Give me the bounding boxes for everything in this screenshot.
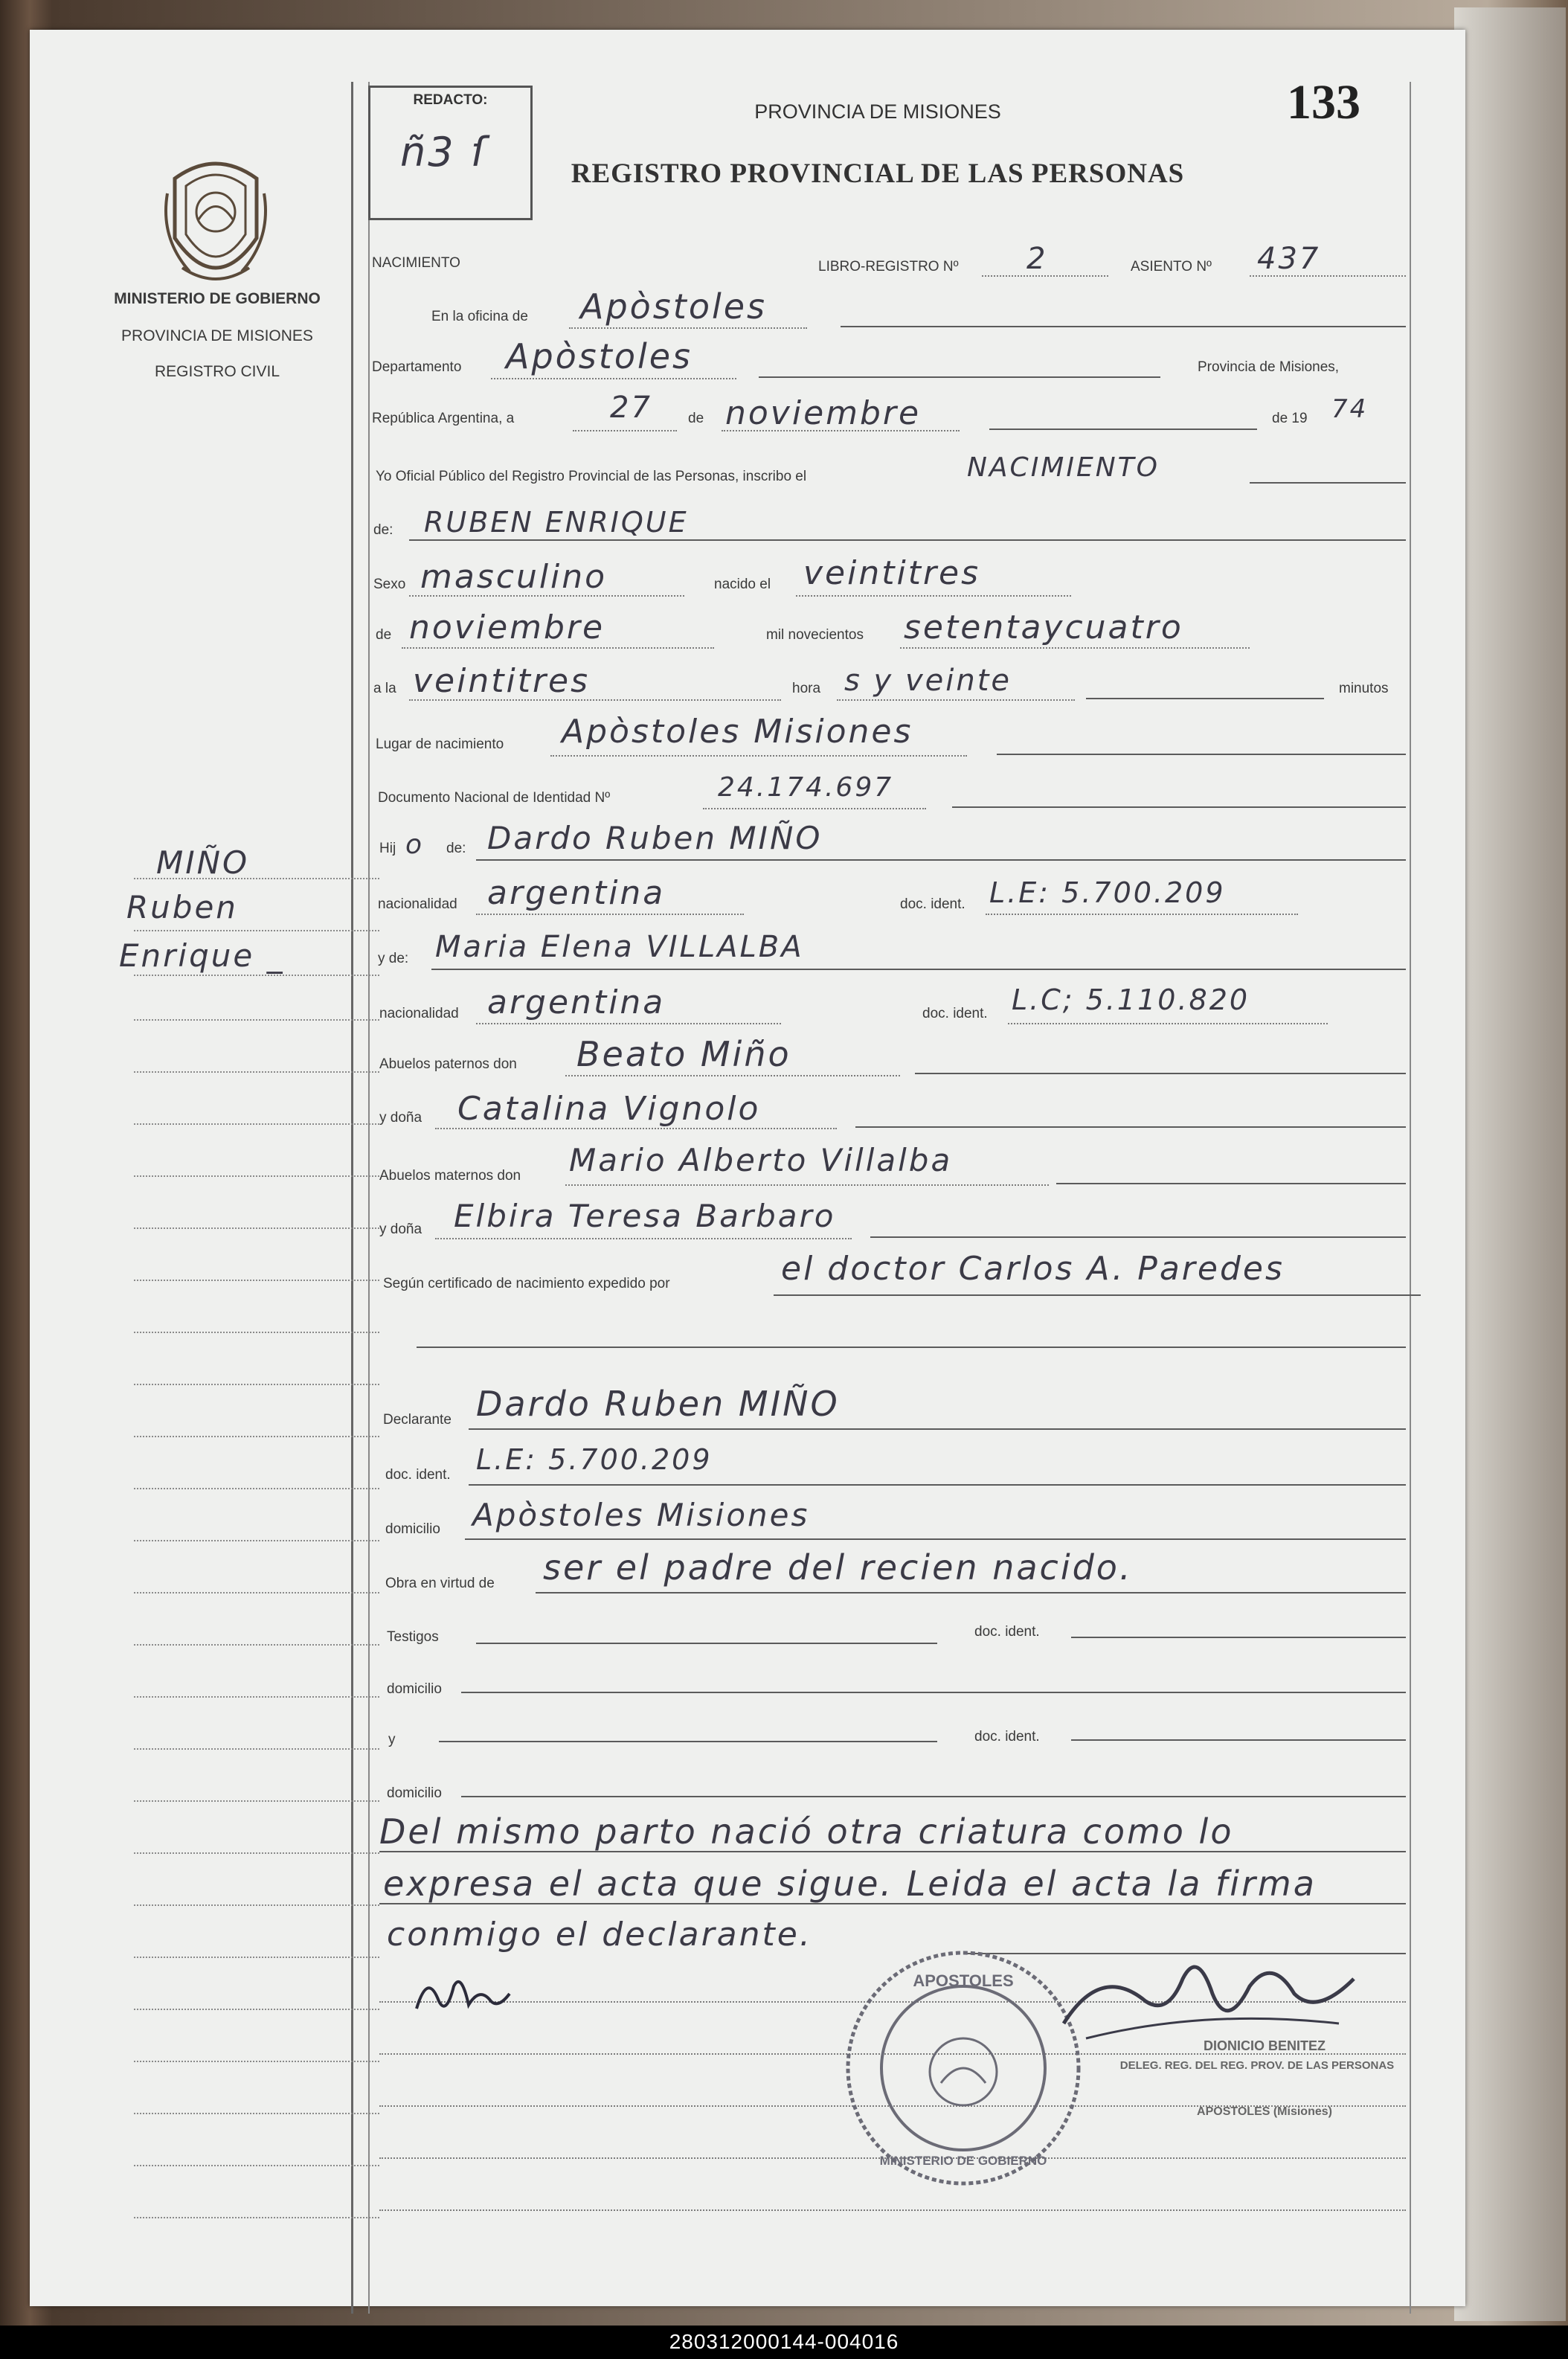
abm-line — [565, 1184, 1049, 1186]
margin-note-middle: Enrique _ — [119, 937, 285, 974]
hora-line — [837, 699, 1075, 701]
document-page — [30, 30, 1465, 2306]
minutos-label: minutos — [1339, 681, 1389, 696]
ydona2-fill — [870, 1236, 1406, 1238]
name-value: RUBEN ENRIQUE — [424, 506, 689, 539]
name-line — [409, 539, 1406, 541]
sexo-value: masculino — [420, 558, 608, 596]
seal-text-top: APOSTOLES — [913, 1971, 1014, 1990]
left-margin-line — [351, 82, 353, 2314]
cert-line-2 — [417, 1347, 1406, 1348]
note-line-1: Del mismo parto nació otra criatura como lo — [379, 1811, 1234, 1852]
departamento-label: Departamento — [372, 359, 462, 375]
day-value: 27 — [610, 391, 652, 425]
ministry-title: MINISTERIO DE GOBIERNO — [114, 290, 321, 307]
abp-fill — [915, 1073, 1406, 1074]
image-id: 280312000144-004016 — [669, 2330, 899, 2353]
ala-value: veintitres — [413, 662, 591, 700]
month2-line — [402, 647, 714, 649]
month-value: noviembre — [725, 394, 922, 432]
oficial-text: Yo Oficial Público del Registro Provincial de las Personas, inscribo el — [376, 469, 807, 484]
ydona2-line — [435, 1238, 852, 1239]
registry-title: REGISTRO PROVINCIAL DE LAS PERSONAS — [571, 158, 1185, 189]
doct2-label: doc. ident. — [974, 1729, 1040, 1745]
docdec-line — [469, 1484, 1406, 1486]
docdec-value: L.E: 5.700.209 — [476, 1443, 713, 1476]
mother-value: Maria Elena VILLALBA — [435, 930, 804, 964]
dni-label: Documento Nacional de Identidad Nº — [378, 790, 611, 806]
abp-value: Beato Miño — [576, 1034, 791, 1074]
lugar-line — [550, 755, 967, 757]
nac2-value: argentina — [487, 983, 666, 1021]
cert-line — [774, 1294, 1421, 1296]
dni-line — [703, 808, 926, 809]
page-number: 133 — [1287, 75, 1360, 129]
sidebar-province: PROVINCIA DE MISIONES — [121, 327, 313, 344]
declarante-label: Declarante — [383, 1412, 452, 1428]
nacido-label: nacido el — [714, 577, 771, 592]
redacto-handwriting: ñ3 ſ — [400, 129, 487, 176]
doct2-line — [1071, 1739, 1406, 1741]
provincia-suffix: Provincia de Misiones, — [1198, 359, 1340, 375]
testigos-line — [476, 1643, 937, 1644]
republica-label: República Argentina, a — [372, 411, 515, 426]
note-line-2: expresa el acta que sigue. Leida el acta la firma — [383, 1864, 1317, 1904]
nac1-label: nacionalidad — [378, 896, 457, 912]
oficial-value: NACIMIENTO — [967, 452, 1160, 483]
mil-value: setentaycuatro — [904, 609, 1183, 646]
declarante-line — [469, 1428, 1406, 1430]
official-seal-icon — [837, 1942, 1090, 2195]
ydona2-label: y doña — [379, 1222, 422, 1237]
lugar-label: Lugar de nacimiento — [376, 736, 504, 752]
nac2-label: nacionalidad — [379, 1006, 459, 1021]
docdec-label: doc. ident. — [385, 1467, 451, 1483]
y-label: y — [388, 1732, 396, 1747]
nac1-line — [476, 914, 744, 915]
asiento-value: 437 — [1257, 242, 1321, 276]
doc1-value: L.E: 5.700.209 — [989, 876, 1226, 909]
note-rule-2 — [379, 1903, 1406, 1904]
abp-label: Abuelos paternos don — [379, 1056, 517, 1072]
de-label: de — [688, 411, 704, 426]
obra-line — [536, 1592, 1406, 1593]
official-title: DELEG. REG. DEL REG. PROV. DE LAS PERSONAS — [1119, 2059, 1395, 2072]
abp-line — [565, 1075, 900, 1076]
hora-value: s y veinte — [844, 664, 1012, 698]
oficina-line — [569, 327, 807, 329]
lugar-value: Apòstoles Misiones — [562, 713, 913, 751]
nacido-value: veintitres — [803, 554, 981, 592]
de2-label: de — [376, 627, 392, 643]
declarante-value: Dardo Ruben MIÑO — [476, 1384, 840, 1424]
abm-value: Mario Alberto Villalba — [569, 1142, 953, 1178]
testigos-label: Testigos — [387, 1629, 439, 1645]
doc2-line — [1008, 1023, 1328, 1024]
doc2-value: L.C; 5.110.820 — [1012, 983, 1250, 1016]
left-margin-line-2 — [368, 82, 370, 2314]
oficina-value: Apòstoles — [580, 286, 768, 327]
mil-label: mil novecientos — [766, 627, 864, 643]
dom-t2-label: domicilio — [387, 1785, 442, 1801]
hora-fill — [1086, 698, 1324, 699]
domicilio-label: domicilio — [385, 1521, 440, 1537]
doc2-label: doc. ident. — [922, 1006, 988, 1021]
obra-label: Obra en virtud de — [385, 1576, 495, 1591]
month-fill — [989, 429, 1257, 430]
cert-label: Según certificado de nacimiento expedido por — [383, 1276, 670, 1291]
hijo-de-label: de: — [446, 841, 466, 856]
year-label: de 19 — [1272, 411, 1308, 426]
dni-value: 24.174.697 — [718, 772, 894, 803]
ydona2-value: Elbira Teresa Barbaro — [454, 1198, 836, 1234]
month2-value: noviembre — [409, 609, 605, 646]
hijo-suffix: o — [405, 829, 425, 860]
margin-note-surname: MIÑO — [156, 844, 250, 881]
right-margin-line — [1410, 82, 1411, 2314]
page-edge — [1454, 7, 1566, 2321]
oficina-fill — [841, 326, 1406, 327]
y-line — [439, 1741, 937, 1742]
ydona1-line — [435, 1128, 837, 1129]
de-name-label: de: — [373, 522, 393, 538]
yde-label: y de: — [378, 951, 409, 966]
note-line-3: conmigo el declarante. — [387, 1916, 812, 1954]
ydona1-value: Catalina Vignolo — [457, 1090, 761, 1128]
nac1-value: argentina — [487, 874, 666, 912]
hijo-label: Hij — [379, 841, 396, 856]
doc1-line — [986, 914, 1298, 915]
sexo-label: Sexo — [373, 577, 406, 592]
doct1-line — [1071, 1637, 1406, 1638]
day-line — [573, 430, 677, 431]
obra-value: ser el padre del recien nacido. — [543, 1547, 1133, 1588]
domicilio-value: Apòstoles Misiones — [472, 1497, 810, 1533]
mil-line — [900, 647, 1250, 649]
asiento-label: ASIENTO Nº — [1131, 259, 1212, 275]
redacto-label: REDACTO: — [413, 92, 488, 108]
libro-label: LIBRO-REGISTRO Nº — [818, 259, 959, 275]
oficina-label: En la oficina de — [431, 309, 528, 324]
nac2-line — [476, 1023, 781, 1024]
departamento-fill — [759, 376, 1160, 378]
dom-t1-line — [461, 1692, 1406, 1693]
mother-line — [431, 969, 1406, 970]
ydona1-fill — [855, 1126, 1406, 1128]
dom-t1-label: domicilio — [387, 1681, 442, 1697]
abm-fill — [1056, 1183, 1406, 1184]
departamento-value: Apòstoles — [506, 336, 693, 376]
sidebar-civil: REGISTRO CIVIL — [154, 363, 280, 380]
footer-bar — [0, 2326, 1568, 2359]
seal-text-bottom: MINISTERIO DE GOBIERNO — [879, 2154, 1047, 2168]
redacto-box — [368, 86, 533, 220]
act-type-label: NACIMIENTO — [372, 255, 460, 271]
dom-t2-line — [461, 1796, 1406, 1797]
ydona1-label: y doña — [379, 1110, 422, 1126]
ala-label: a la — [373, 681, 396, 696]
year-value: 74 — [1331, 394, 1369, 424]
father-value: Dardo Ruben MIÑO — [487, 820, 823, 856]
dni-fill — [952, 806, 1406, 808]
hora-label: hora — [792, 681, 821, 696]
libro-value: 2 — [1026, 242, 1048, 276]
departamento-line — [491, 378, 736, 379]
abm-label: Abuelos maternos don — [379, 1168, 521, 1184]
official-name: DIONICIO BENITEZ — [1203, 2038, 1326, 2053]
note-rule-1 — [379, 1851, 1406, 1852]
domicilio-line — [465, 1538, 1406, 1540]
doct1-label: doc. ident. — [974, 1624, 1040, 1640]
declarant-signature-icon — [409, 1964, 521, 2023]
oficial-fill — [1250, 482, 1406, 484]
father-line — [476, 859, 1406, 861]
margin-note-name: Ruben — [126, 889, 238, 925]
nacido-line — [796, 595, 1071, 597]
lugar-fill — [997, 754, 1406, 755]
doc1-label: doc. ident. — [900, 896, 965, 912]
provincial-emblem-icon — [160, 149, 271, 305]
cert-value: el doctor Carlos A. Paredes — [781, 1250, 1285, 1288]
official-place: APOSTOLES (Misiones) — [1197, 2105, 1332, 2118]
province-title: PROVINCIA DE MISIONES — [754, 100, 1001, 123]
